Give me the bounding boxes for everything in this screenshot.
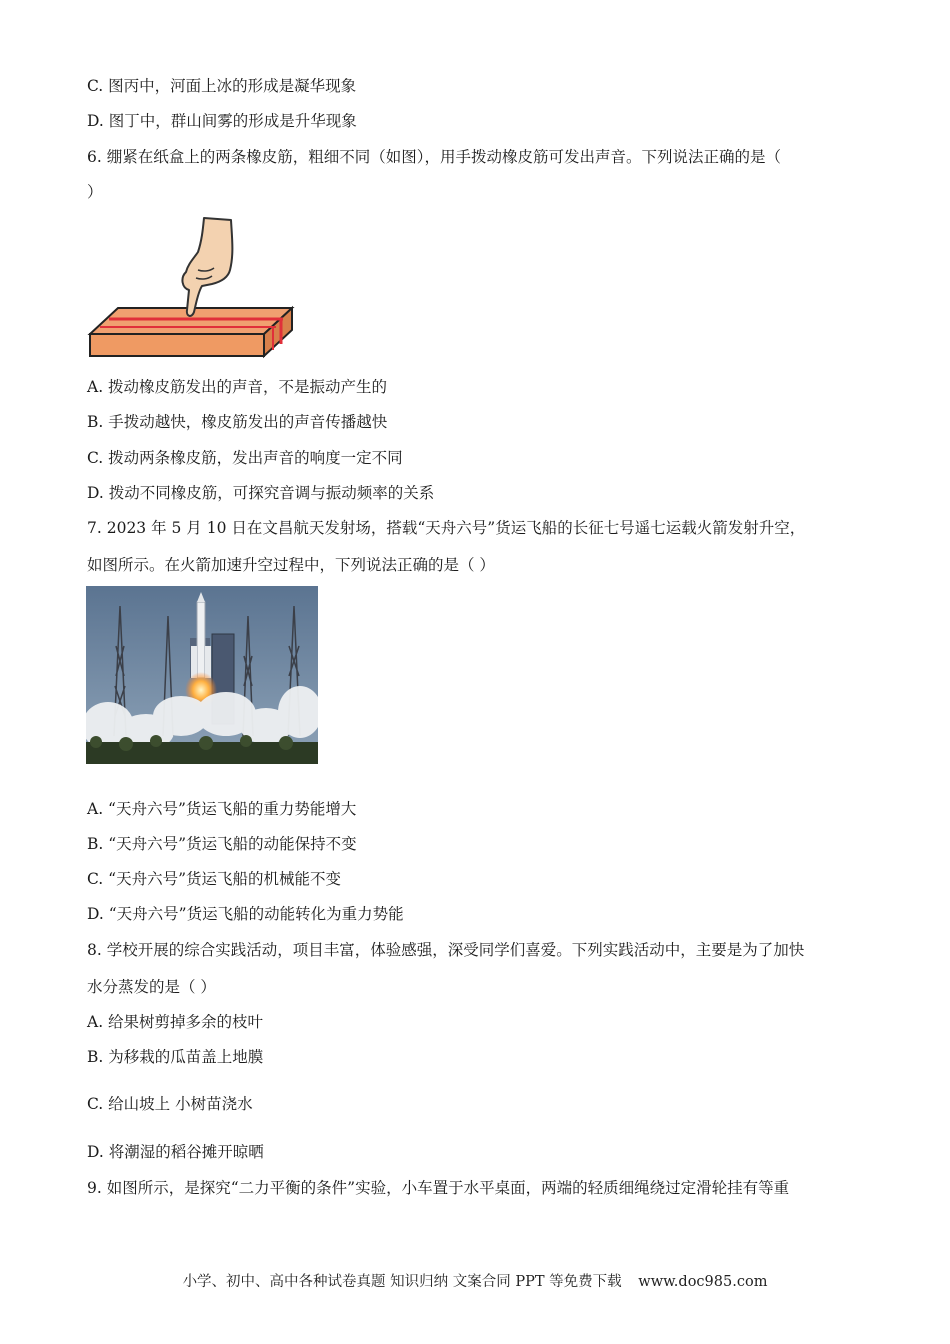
- q7-option-d: D. “天舟六号”货运飞船的动能转化为重力势能: [87, 905, 404, 923]
- q8-stem-cont: 水分蒸发的是（ ）: [87, 978, 216, 996]
- q6-option-c: C. 拨动两条橡皮筋，发出声音的响度一定不同: [87, 449, 403, 467]
- q6-stem-cont: ）: [87, 183, 103, 201]
- q7-stem-cont: 如图所示。在火箭加速升空过程中，下列说法正确的是（ ）: [87, 556, 495, 574]
- q7-option-c: C. “天舟六号”货运飞船的机械能不变: [87, 870, 342, 888]
- footer-text: 小学、初中、高中各种试卷真题 知识归纳 文案合同 PPT 等免费下载: [182, 1274, 622, 1290]
- page-footer: [0, 1270, 950, 1291]
- rubber-band-box-figure: [86, 214, 296, 360]
- rocket-launch-photo: [86, 586, 318, 764]
- q7-option-a: A. “天舟六号”货运飞船的重力势能增大: [87, 800, 357, 818]
- q6-option-b: B. 手拨动越快，橡皮筋发出的声音传播越快: [87, 413, 388, 431]
- q5-option-c: C. 图丙中，河面上冰的形成是凝华现象: [87, 77, 357, 95]
- q6-option-a: A. 拨动橡皮筋发出的声音，不是振动产生的: [87, 378, 388, 396]
- q6-stem: 6. 绷紧在纸盒上的两条橡皮筋，粗细不同（如图），用手拨动橡皮筋可发出声音。下列说法正确的是（: [87, 148, 781, 166]
- q5-option-d: D. 图丁中，群山间雾的形成是升华现象: [87, 112, 357, 130]
- q8-option-c: C. 给山坡上 小树苗浇水: [87, 1095, 253, 1113]
- q8-option-d: D. 将潮湿的稻谷摊开晾晒: [87, 1143, 264, 1161]
- q8-stem: 8. 学校开展的综合实践活动，项目丰富，体验感强，深受同学们喜爱。下列实践活动中，主要是为了加快: [87, 941, 805, 959]
- q7-stem: 7. 2023 年 5 月 10 日在文昌航天发射场，搭载“天舟六号”货运飞船的长征七号遥七运载火箭发射升空，: [87, 519, 806, 537]
- q9-stem: 9. 如图所示，是探究“二力平衡的条件”实验，小车置于水平桌面，两端的轻质细绳绕过定滑轮挂有等重: [87, 1179, 790, 1197]
- q6-option-d: D. 拨动不同橡皮筋，可探究音调与振动频率的关系: [87, 484, 435, 502]
- q7-option-b: B. “天舟六号”货运飞船的动能保持不变: [87, 835, 357, 853]
- q8-option-b: B. 为移栽的瓜苗盖上地膜: [87, 1048, 264, 1066]
- q8-option-a: A. 给果树剪掉多余的枝叶: [87, 1013, 264, 1031]
- footer-site-link[interactable]: www.doc985.com: [638, 1274, 768, 1290]
